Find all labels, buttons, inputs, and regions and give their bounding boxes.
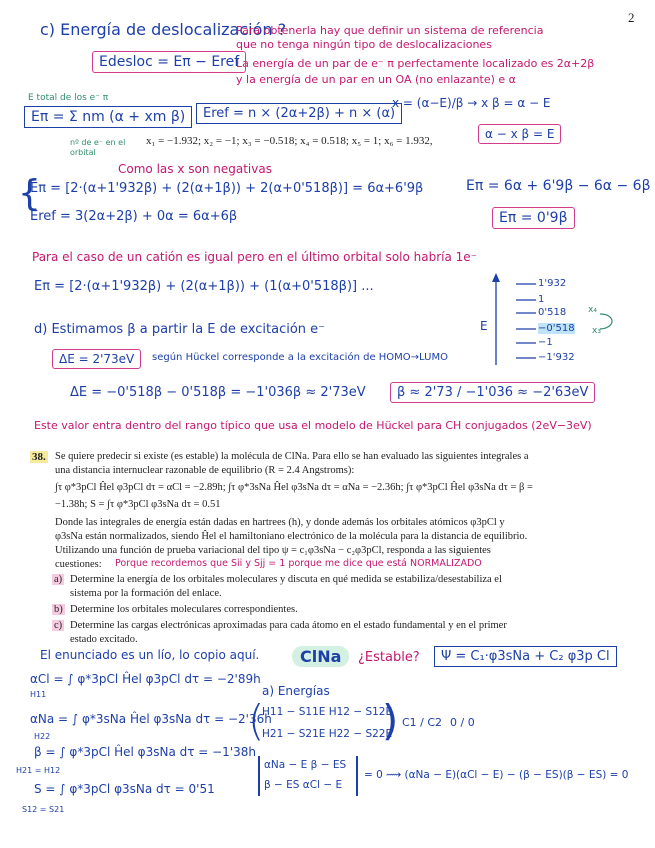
problem-line-7: Utilizando una función de prueba variacional del tipo ψ = c₁φ3sNa − c₂φ3pCl, responda a las siguientes xyxy=(55,545,491,556)
reference-note-2: que no tenga ningún tipo de deslocalizaciones xyxy=(236,38,492,51)
problem-line-8: cuestiones: xyxy=(55,559,102,570)
problem-line-5: Donde las integrales de energía están dadas en hartrees (h), y donde además los orbitales atómicos φ3pCl y xyxy=(55,517,505,528)
section-d-title: d) Estimamos β a partir la E de excitación e⁻ xyxy=(34,322,326,337)
huckel-range-note: Este valor entra dentro del rango típico que usa el modelo de Hückel para CH conjugados (2eV−3eV) xyxy=(34,419,592,432)
alpha-cl-integral: αCl = ∫ φ*3pCl Ĥel φ3pCl dτ = −2'89h xyxy=(30,672,261,686)
level-minus-0518: −0'518 xyxy=(538,323,575,334)
problem-integrals-1: ∫τ φ*3pCl Ĥel φ3pCl dτ = αCl = −2.89h; ∫τ φ*3sNa Ĥel φ3sNa dτ = αNa = −2.36h; ∫τ φ*3pCl Ĥel φ3sNa dτ = β = xyxy=(55,482,533,493)
transition-arrow xyxy=(600,314,612,329)
x-definition: x = (α−E)/β → x β = α − E xyxy=(392,96,551,110)
statement-note: El enunciado es un lío, lo copio aquí. xyxy=(40,648,260,662)
level-1: 1 xyxy=(538,294,545,305)
matrix-left-paren: ( xyxy=(248,696,265,745)
reference-note-1: Para obtenerla hay que definir un sistema de referencia xyxy=(236,24,544,37)
item-letter: a) xyxy=(54,574,63,585)
alpha-na-integral: αNa = ∫ φ*3sNa Ĥel φ3sNa dτ = −2'36h xyxy=(30,712,272,726)
e-ref-formula: Eref = n × (2α+2β) + n × (α) xyxy=(196,103,402,124)
section-c-title: c) Energía de deslocalización ? xyxy=(40,20,287,39)
energy-axis-arrow xyxy=(492,273,500,282)
determinant-left-bar xyxy=(258,756,260,796)
coefficient-vector: C1 / C2 xyxy=(402,716,443,729)
cation-equation: Eπ = [2·(α+1'932β) + (2(α+1β)) + (1(α+0'518β)] ... xyxy=(34,279,374,294)
item-text-line-2: estado excitado. xyxy=(70,634,138,645)
stability-question: ¿Estable? xyxy=(358,650,420,665)
cation-note: Para el caso de un catión es igual pero en el último orbital solo habría 1e⁻ xyxy=(32,250,478,264)
level-minus-1932: −1'932 xyxy=(538,352,575,363)
overlap-integral: S = ∫ φ*3pCl φ3sNa dτ = 0'51 xyxy=(34,782,215,796)
delta-e-value: ΔE = 2'73eV xyxy=(52,349,141,369)
h22-label: H22 xyxy=(34,732,51,741)
reference-note-3: La energía de un par de e⁻ π perfectamente localizado es 2α+2β xyxy=(236,57,595,70)
item-text-line-2: sistema por la formación del enlace. xyxy=(70,588,222,599)
x4-tag: x₄ xyxy=(588,305,597,315)
item-text-line-1: Determine los orbitales moleculares correspondientes. xyxy=(70,604,298,615)
problem-line-1: Se quiere predecir si existe (es estable) la molécula de ClNa. Para ello se han evaluado las siguientes integrales a xyxy=(55,451,529,462)
problem-integrals-2: −1.38h; S = ∫τ φ*3pCl φ3sNa dτ = 0.51 xyxy=(55,499,221,510)
determinant-equation: = 0 ⟿ (αNa − E)(αCl − E) − (β − ES)(β − ES) = 0 xyxy=(364,769,629,781)
electrons-in-orbital-label: nº de e⁻ en el orbital xyxy=(70,138,126,157)
energy-axis-label: E xyxy=(480,319,488,333)
h11-label: H11 xyxy=(30,690,47,699)
determinant-right-bar xyxy=(356,756,358,796)
zero-vector: 0 / 0 xyxy=(450,716,475,729)
total-electrons-label: E total de los e⁻ π xyxy=(28,93,109,103)
item-letter: b) xyxy=(54,604,63,615)
e-pi-calculation: Eπ = [2·(α+1'932β) + (2(α+1β)) + 2(α+0'518β)] = 6α+6'9β xyxy=(30,181,424,196)
problem-number: 38. xyxy=(32,451,46,463)
huckel-note: según Hückel corresponde a la excitación de HOMO→LUMO xyxy=(152,352,448,363)
e-ref-calculation: Eref = 3(2α+2β) + 0α = 6α+6β xyxy=(30,209,238,224)
matrix-row-2: H21 − S21E H22 − S22E xyxy=(262,728,393,740)
e-pi-sum-formula: Eπ = Σ nm (α + xm β) xyxy=(24,106,192,128)
negative-x-note: Como las x son negativas xyxy=(118,162,272,176)
page-number: 2 xyxy=(628,10,635,25)
system-brace: { xyxy=(18,173,41,214)
energies-subtitle: a) Energías xyxy=(262,684,330,698)
normalized-note: Porque recordemos que Sii y Sjj = 1 porque me dice que está NORMALIZADO xyxy=(115,558,482,569)
delta-e-calculation: ΔE = −0'518β − 0'518β = −1'036β ≈ 2'73eV xyxy=(70,385,366,400)
trial-wavefunction: Ψ = C₁·φ3sNa + C₂ φ3p Cl xyxy=(434,646,617,667)
x-energy-relation: α − x β = E xyxy=(478,124,561,144)
determinant-row-1: αNa − E β − ES xyxy=(264,759,347,771)
level-0518: 0'518 xyxy=(538,307,567,318)
problem-line-6: φ3sNa están normalizados, siendo Ĥel el hamiltoniano electrónico de la molécula para la distancia de equilibrio. xyxy=(55,531,528,542)
problem-line-2: una distancia internuclear razonable de equilibrio (R = 2.4 Angstroms): xyxy=(55,465,355,476)
beta-integral: β = ∫ φ*3pCl Ĥel φ3sNa dτ = −1'38h xyxy=(34,745,256,759)
level-1932: 1'932 xyxy=(538,278,567,289)
s12-s21-label: S12 = S21 xyxy=(22,805,65,814)
item-letter: c) xyxy=(54,620,63,631)
clna-molecule: ClNa xyxy=(292,646,349,667)
beta-result: β ≈ 2'73 / −1'036 ≈ −2'63eV xyxy=(390,382,595,403)
item-text-line-1: Determine la energía de los orbitales moleculares y discuta en qué medida se estabiliza/desestabiliza el xyxy=(70,574,502,585)
x3-tag: x₃ xyxy=(592,326,601,336)
edesloc-calculation: Eπ = 6α + 6'9β − 6α − 6β xyxy=(466,178,651,194)
item-text-line-1: Determine las cargas electrónicas aproximadas para cada átomo en el estado fundamental y en el primer xyxy=(70,620,507,631)
edesloc-result: Eπ = 0'9β xyxy=(492,207,575,229)
edesloc-definition: Edesloc = Eπ − Eref xyxy=(92,51,246,73)
matrix-row-1: H11 − S11E H12 − S12E xyxy=(262,706,393,718)
determinant-row-2: β − ES αCl − E xyxy=(264,779,343,791)
matrix-right-paren: ) xyxy=(382,696,399,745)
x-values: x₁ = −1.932; x₂ = −1; x₃ = −0.518; x₄ = 0.518; x₅ = 1; x₆ = 1.932, xyxy=(146,135,433,147)
level-minus-1: −1 xyxy=(538,337,553,348)
reference-note-4: y la energía de un par en un OA (no enlazante) e α xyxy=(236,73,516,86)
h21-h12-label: H21 = H12 xyxy=(16,766,61,775)
